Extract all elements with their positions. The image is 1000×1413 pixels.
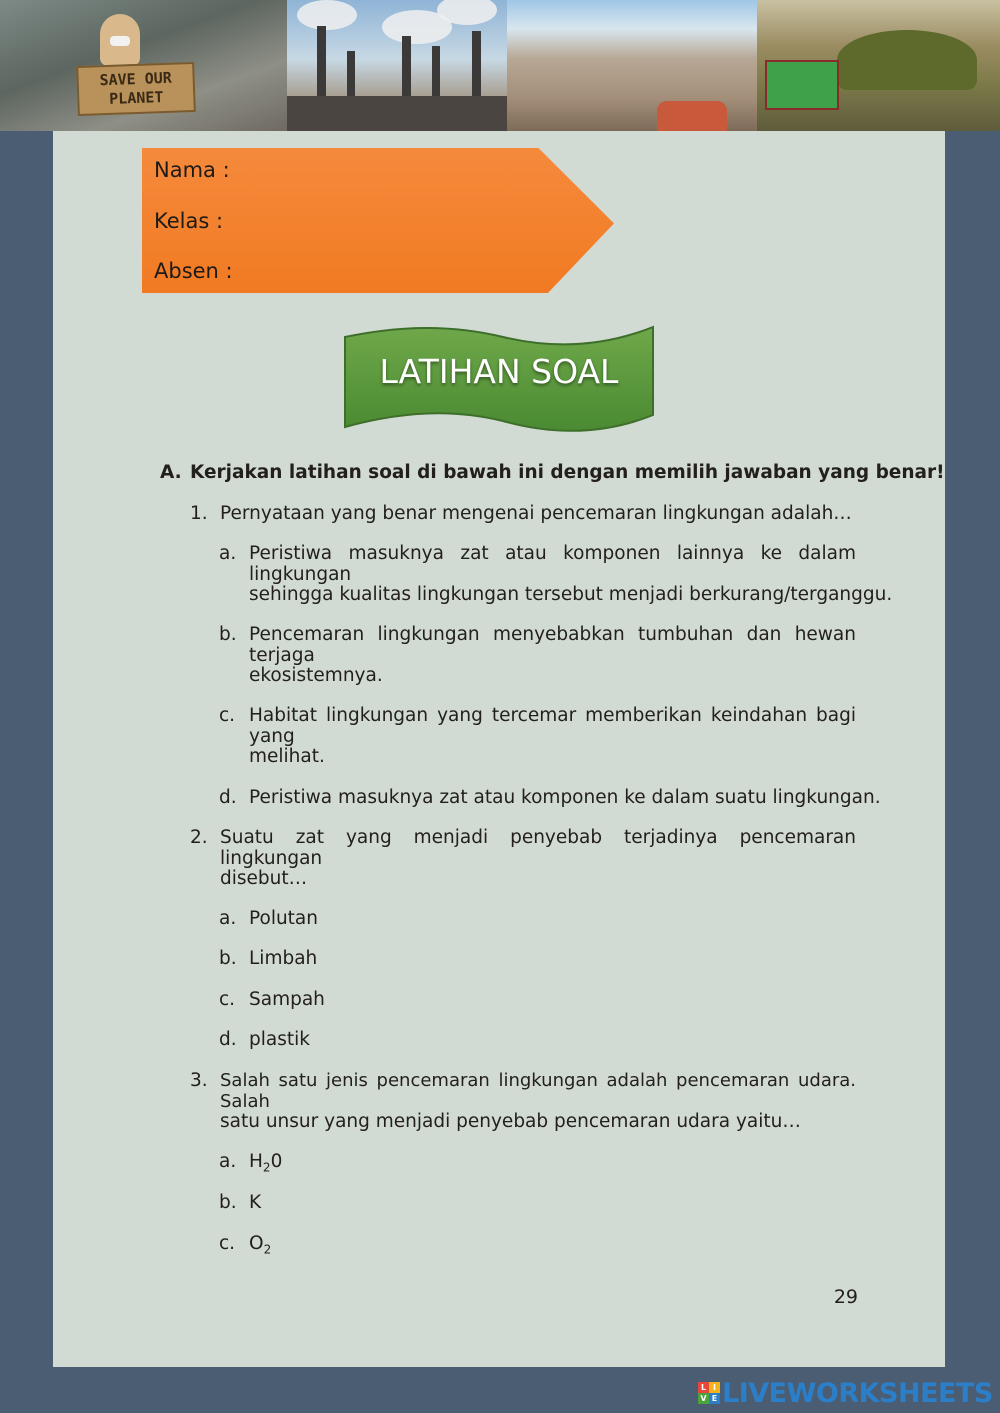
option-text: Sampah [249,989,325,1010]
option-letter: b. [219,1192,237,1213]
class-label: Kelas : [154,209,224,233]
option-letter: c. [219,705,236,726]
question-text: Salah satu jenis pencemaran lingkungan adalah pencemaran udara. Salah [220,1070,856,1112]
liveworksheets-logo-icon: L I V E [698,1382,720,1404]
option-letter: c. [219,989,236,1010]
option-letter: a. [219,908,237,929]
option-letter: d. [219,787,237,808]
option-text: Peristiwa masuknya zat atau komponen lainnya ke dalam lingkungan [249,543,856,585]
question-text-continued: disebut… [220,868,308,889]
absen-label: Absen : [154,259,233,283]
question-number: 3. [190,1070,208,1091]
option-text: plastik [249,1029,310,1050]
save-our-planet-sign: SAVE OUR PLANET [76,62,196,116]
option-text: Habitat lingkungan yang tercemar memberikan keindahan bagi yang [249,705,856,747]
option-text-continued: melihat. [249,746,325,767]
question-number: 2. [190,827,208,848]
option-letter: b. [219,624,237,645]
liveworksheets-watermark[interactable] [698,1377,993,1409]
question-text: Pernyataan yang benar mengenai pencemaran lingkungan adalah… [220,503,852,524]
option-letter: d. [219,1029,237,1050]
option-formula-k: K [249,1192,262,1213]
name-label: Nama : [154,158,230,182]
option-text: Peristiwa masuknya zat atau komponen ke dalam suatu lingkungan. [249,787,881,808]
option-letter: a. [219,543,237,564]
option-formula-o2: $O_2$ [249,1233,272,1257]
liveworksheets-text: LIVEWORKSHEETS [722,1377,993,1409]
option-text: Pencemaran lingkungan menyebabkan tumbuhan dan hewan terjaga [249,624,856,666]
question-text-continued: satu unsur yang menjadi penyebab pencemaran udara yaitu… [220,1111,801,1132]
section-instruction: Kerjakan latihan soal di bawah ini dengan memilih jawaban yang benar! [190,462,945,483]
option-text-continued: sehingga kualitas lingkungan tersebut menjadi berkurang/terganggu. [249,584,893,605]
option-letter: c. [219,1233,236,1254]
question-number: 1. [190,503,208,524]
option-letter: b. [219,948,237,969]
option-text: Limbah [249,948,318,969]
option-text: Polutan [249,908,318,929]
question-text: Suatu zat yang menjadi penyebab terjadinya pencemaran lingkungan [220,827,856,869]
title-text: LATIHAN SOAL [379,352,619,391]
page-number: 29 [833,1286,858,1308]
option-text-continued: ekosistemnya. [249,665,383,686]
option-letter: a. [219,1151,237,1172]
section-letter: A. [160,462,182,483]
option-formula-h2o: $H_20$ [249,1151,283,1175]
